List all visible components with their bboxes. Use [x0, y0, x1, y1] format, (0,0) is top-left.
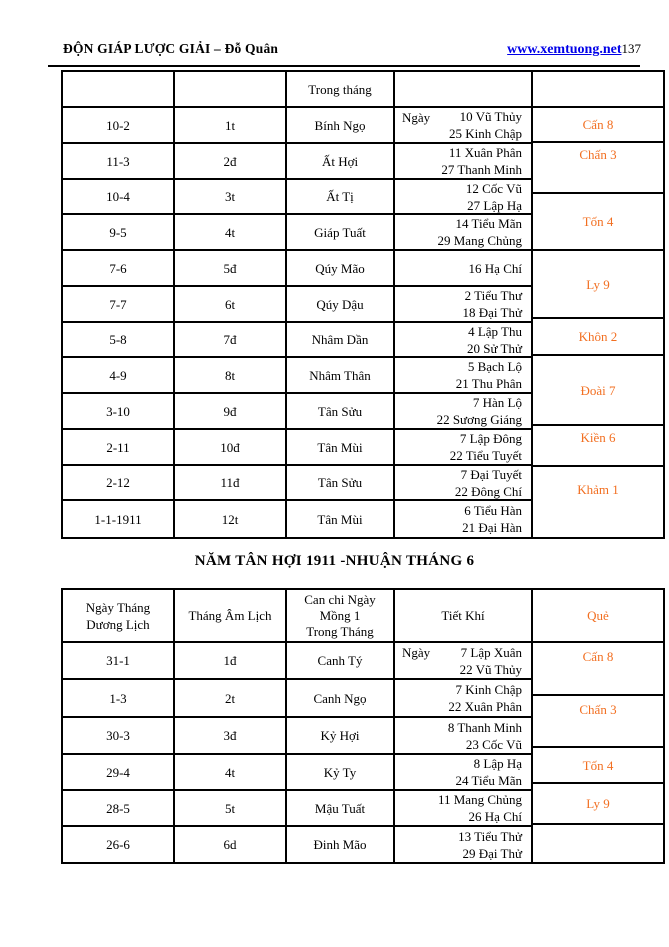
header-right	[507, 41, 641, 58]
tietkhi-cell: 4 Lập Thu 20 Sử Thử	[395, 323, 533, 358]
tietkhi-cell: Ngày 10 Vũ Thủy 25 Kinh Chập	[395, 108, 533, 144]
month-cell: 1t	[175, 108, 287, 144]
tietkhi-cell: Ngày 7 Lập Xuân 22 Vũ Thủy	[395, 643, 533, 680]
month-cell: 4t	[175, 215, 287, 251]
date-cell: 28-5	[63, 791, 175, 827]
date-cell: 5-8	[63, 323, 175, 358]
month-cell: 4t	[175, 755, 287, 791]
que-cell: Đoài 7	[533, 356, 663, 426]
canchi-cell: Qúy Dậu	[287, 287, 395, 323]
date-cell: 30-3	[63, 718, 175, 755]
tietkhi-cell: 11 Xuân Phân 27 Thanh Minh	[395, 144, 533, 180]
tietkhi-cell: 6 Tiểu Hàn 21 Đại Hàn	[395, 501, 533, 537]
date-cell: 11-3	[63, 144, 175, 180]
date-cell: 9-5	[63, 215, 175, 251]
que-cell: Kiền 6	[533, 426, 663, 467]
tietkhi-cell: 12 Cốc Vũ 27 Lập Hạ	[395, 180, 533, 215]
tietkhi-cell: 7 Lập Đông 22 Tiểu Tuyết	[395, 430, 533, 466]
t1-header-empty-1	[63, 72, 175, 108]
month-cell: 12t	[175, 501, 287, 537]
month-cell: 5đ	[175, 251, 287, 287]
canchi-cell: Giáp Tuất	[287, 215, 395, 251]
month-cell: 3t	[175, 180, 287, 215]
t2-header-que: Quẻ	[533, 590, 663, 643]
que-cell: Khảm 1	[577, 482, 619, 497]
canchi-cell: Nhâm Thân	[287, 358, 395, 394]
t1-header-empty-2	[175, 72, 287, 108]
tietkhi-cell: 7 Hàn Lộ 22 Sương Giáng	[395, 394, 533, 430]
date-cell: 29-4	[63, 755, 175, 791]
canchi-cell: Mậu Tuất	[287, 791, 395, 827]
tietkhi-cell: 7 Đại Tuyết 22 Đông Chí	[395, 466, 533, 501]
tietkhi-cell: 8 Lập Hạ 24 Tiểu Mãn	[395, 755, 533, 791]
month-cell: 6d	[175, 827, 287, 862]
section-title: NĂM TÂN HỢI 1911 -NHUẬN THÁNG 6	[194, 553, 475, 569]
tietkhi-cell: 16 Hạ Chí	[395, 251, 533, 287]
date-cell: 26-6	[63, 827, 175, 862]
site-link[interactable]: www.xemtuong.net	[507, 42, 622, 57]
que-cell: Ly 9	[533, 251, 663, 319]
tietkhi-cell: 5 Bạch Lộ 21 Thu Phân	[395, 358, 533, 394]
canchi-cell: Đinh Mão	[287, 827, 395, 862]
month-cell: 9đ	[175, 394, 287, 430]
tietkhi-cell: 8 Thanh Minh 23 Cốc Vũ	[395, 718, 533, 755]
leap-year-table	[61, 588, 665, 864]
t2-header-can-chi: Can chi Ngày Mồng 1 Trong Tháng	[287, 590, 395, 643]
canchi-cell: Tân Mùi	[287, 430, 395, 466]
que-cell: Tốn 4	[533, 748, 663, 784]
month-table-top	[61, 70, 665, 539]
canchi-cell: Bính Ngọ	[287, 108, 395, 144]
date-cell: 7-7	[63, 287, 175, 323]
canchi-cell: Qúy Mão	[287, 251, 395, 287]
month-cell: 11đ	[175, 466, 287, 501]
month-cell: 2t	[175, 680, 287, 718]
que-cell: Tốn 4	[533, 194, 663, 251]
canchi-cell: Kỷ Ty	[287, 755, 395, 791]
t1-header-trong-thang: Trong tháng	[287, 72, 395, 108]
t1-header-empty-4	[395, 72, 533, 108]
date-cell: 7-6	[63, 251, 175, 287]
canchi-cell: Canh Tý	[287, 643, 395, 680]
day-label: Ngày	[402, 645, 431, 660]
date-cell: 2-11	[63, 430, 175, 466]
date-cell: 1-3	[63, 680, 175, 718]
canchi-cell: Nhâm Dần	[287, 323, 395, 358]
page-number: 137	[621, 41, 641, 56]
que-cell: Ly 9	[533, 784, 663, 825]
canchi-cell: Kỷ Hợi	[287, 718, 395, 755]
tietkhi-cell: 2 Tiểu Thư 18 Đại Thử	[395, 287, 533, 323]
month-cell: 8t	[175, 358, 287, 394]
tietkhi-cell: 7 Kinh Chập 22 Xuân Phân	[395, 680, 533, 718]
month-cell: 6t	[175, 287, 287, 323]
date-cell: 3-10	[63, 394, 175, 430]
canchi-cell: Canh Ngọ	[287, 680, 395, 718]
canchi-cell: Tân Sửu	[287, 466, 395, 501]
tietkhi-cell: 14 Tiểu Mãn 29 Mang Chủng	[395, 215, 533, 251]
canchi-cell: Tân Sửu	[287, 394, 395, 430]
date-cell: 10-2	[63, 108, 175, 144]
t2-header-tiet-khi: Tiết Khí	[395, 590, 533, 643]
month-cell: 10đ	[175, 430, 287, 466]
document-title: ĐỘN GIÁP LƯỢC GIẢI – Đỗ Quân	[63, 41, 279, 56]
day-label: Ngày	[402, 110, 431, 125]
date-cell: 31-1	[63, 643, 175, 680]
t2-header-am-lich: Tháng Âm Lịch	[175, 590, 287, 643]
month-cell: 2đ	[175, 144, 287, 180]
canchi-cell: Ất Hợi	[287, 144, 395, 180]
date-cell: 4-9	[63, 358, 175, 394]
que-cell	[533, 825, 663, 862]
header-rule	[48, 65, 640, 67]
que-cell: Cấn 8	[533, 643, 663, 696]
date-cell: 1-1-1911	[63, 501, 175, 537]
canchi-cell: Tân Mùi	[287, 501, 395, 537]
t2-header-duong-lich: Ngày Tháng Dương Lịch	[63, 590, 175, 643]
canchi-cell: Ất Tị	[287, 180, 395, 215]
tietkhi-cell: 11 Mang Chủng 26 Hạ Chí	[395, 791, 533, 827]
month-cell: 7đ	[175, 323, 287, 358]
t1-header-empty-5	[533, 72, 663, 108]
que-cell: Chấn 3	[533, 696, 663, 748]
month-cell: 5t	[175, 791, 287, 827]
tietkhi-cell: 13 Tiểu Thử 29 Đại Thử	[395, 827, 533, 862]
date-cell: 2-12	[63, 466, 175, 501]
que-cell: Chấn 3	[533, 143, 663, 194]
date-cell: 10-4	[63, 180, 175, 215]
que-cell: Khôn 2	[533, 319, 663, 356]
month-cell: 1đ	[175, 643, 287, 680]
que-cell: Cấn 8	[533, 108, 663, 143]
month-cell: 3đ	[175, 718, 287, 755]
